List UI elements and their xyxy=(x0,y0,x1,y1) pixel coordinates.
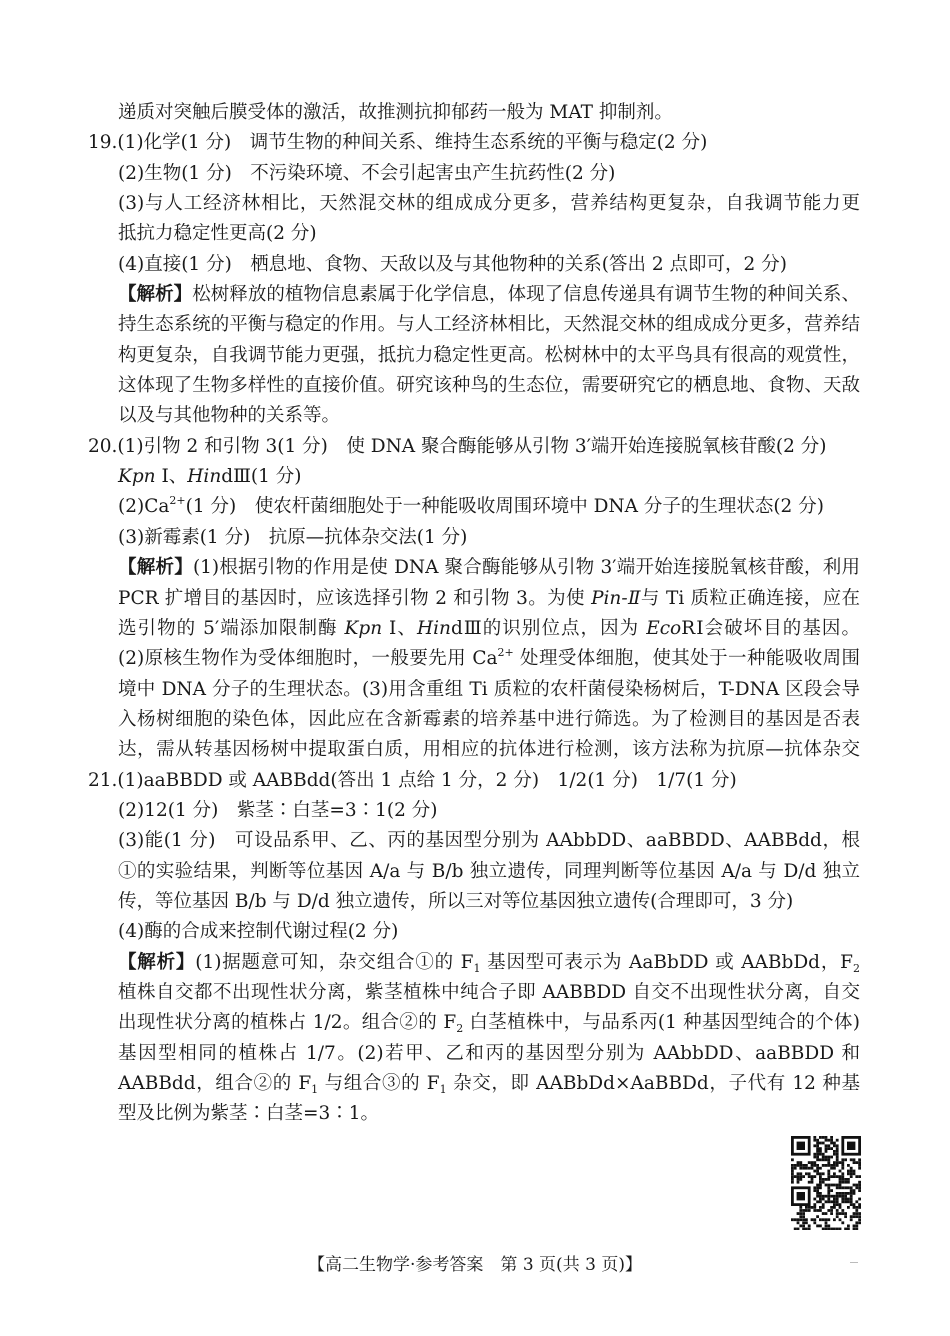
text-segment: PCR 扩增目的基因时，应该选择引物 2 和引物 3。为使 xyxy=(118,587,592,609)
text-segment: Kpn xyxy=(344,617,383,639)
text-segment: 1 xyxy=(439,1083,447,1096)
text-segment: 白茎植株中，与品系丙(1 种基因型纯合的个体) xyxy=(463,1012,860,1034)
text-segment: Hin xyxy=(416,617,451,639)
text-segment: 基因型可表示为 AaBbDD 或 AABbDd，F xyxy=(480,951,853,973)
text-line xyxy=(0,280,860,310)
text-segment: 抵抗力稳定性更高(2 分) xyxy=(118,223,317,245)
text-segment: Ⅰ、 xyxy=(382,617,417,639)
text-segment: 构更复杂，自我调节能力更强，抵抗力稳定性更高。松树林中的太平鸟具有很高的观赏性， xyxy=(118,344,860,366)
text-segment: 与组合③的 F xyxy=(318,1073,440,1094)
text-segment: AABBdd，组合②的 F xyxy=(118,1073,312,1094)
text-segment: dⅢ(1 分) xyxy=(221,466,302,488)
text-segment: 境中 DNA 分子的生理状态。(3)用含重组 Ti 质粒的农杆菌侵染杨树后，T-DNA 区段会导 xyxy=(118,678,860,700)
text-segment: (4)直接(1 分) 栖息地、食物、天敌以及与其他物种的关系(答出 2 点即可，2 分) xyxy=(118,253,787,275)
text-line xyxy=(0,1069,860,1099)
text-segment: 2+ xyxy=(169,494,186,508)
text-segment: (2)12(1 分) 紫茎∶白茎=3∶1(2 分) xyxy=(118,799,438,821)
text-line xyxy=(0,401,860,431)
text-line xyxy=(0,250,860,280)
text-line xyxy=(0,826,860,856)
text-line xyxy=(0,219,860,249)
text-segment: 1 xyxy=(311,1083,319,1096)
text-segment: 2 xyxy=(456,1022,464,1036)
text-line xyxy=(0,614,860,644)
text-line xyxy=(0,1008,860,1038)
text-segment: 基因型相同的植株占 1/7。(2)若甲、乙和丙的基因型分别为 AAbbDD、aaBBDD 和 xyxy=(118,1042,860,1064)
text-line xyxy=(0,1039,860,1069)
text-segment: 杂交，即 AABbDd×AaBBDd，子代有 12 种基 xyxy=(453,1073,860,1094)
text-line xyxy=(0,462,860,492)
text-line xyxy=(0,796,860,826)
text-segment: 处理受体细胞，使其处于一种能吸收周围 xyxy=(520,648,860,670)
text-line xyxy=(0,978,860,1008)
text-segment: 选引物的 5′端添加限制酶 xyxy=(118,617,345,639)
text-segment: (2)原核生物作为受体细胞时，一般要先用 Ca xyxy=(118,648,498,670)
text-segment: (4)酶的合成来控制代谢过程(2 分) xyxy=(118,921,399,943)
text-segment: dⅢ的识别位点，因为 xyxy=(450,617,647,639)
text-segment: 型及比例为紫茎∶白茎=3∶1。 xyxy=(118,1103,380,1125)
text-segment: Pin-Ⅱ xyxy=(591,587,641,609)
text-line xyxy=(0,492,860,522)
text-segment: (1)根据引物的作用是使 DNA 聚合酶能够从引物 3′端开始连接脱氧核苷酸，利用 xyxy=(192,557,860,579)
text-segment: 以及与其他物种的关系等。 xyxy=(118,405,341,427)
text-segment: 20.(1)引物 2 和引物 3(1 分) 使 DNA 聚合酶能够从引物 3′端开始连接脱氧核苷酸(2 分) xyxy=(88,435,827,457)
text-segment: (2)生物(1 分) 不污染环境、不会引起害虫产生抗药性(2 分) xyxy=(118,162,616,184)
text-segment: 19.(1)化学(1 分) 调节生物的种间关系、维持生态系统的平衡与稳定(2 分) xyxy=(88,132,708,154)
text-segment: Ⅰ、 xyxy=(155,466,188,488)
decorative-mark xyxy=(850,1262,858,1263)
text-segment: Kpn xyxy=(118,466,156,488)
text-line xyxy=(0,98,860,128)
text-segment: Eco xyxy=(646,617,682,639)
text-line xyxy=(0,432,860,462)
text-segment: 持生态系统的平衡与稳定的作用。与人工经济林相比，天然混交林的组成成分更多，营养结 xyxy=(118,314,860,336)
text-segment: (1)据题意可知，杂交组合①的 F xyxy=(195,951,474,973)
page-footer: 【高二生物学·参考答案 第 3 页(共 3 页)】 xyxy=(308,1255,642,1275)
text-segment: RⅠ会破坏目的基因。 xyxy=(681,617,860,639)
text-segment: (3)新霉素(1 分) 抗原—抗体杂交法(1 分) xyxy=(118,526,468,548)
text-line xyxy=(0,766,860,796)
text-segment: Hin xyxy=(187,466,222,488)
text-line xyxy=(0,553,860,583)
section-label: 【解析】 xyxy=(118,557,193,579)
text-segment: 入杨树细胞的染色体，因此应在含新霉素的培养基中进行筛选。为了检测目的基因是否表 xyxy=(118,708,860,730)
text-line xyxy=(0,341,860,371)
text-line xyxy=(0,1099,860,1129)
text-line xyxy=(0,371,860,401)
text-line xyxy=(0,159,860,189)
text-segment: 这体现了生物多样性的直接价值。研究该种鸟的生态位，需要研究它的栖息地、食物、天敌 xyxy=(118,375,860,397)
text-line xyxy=(0,857,860,887)
text-line xyxy=(0,128,860,158)
text-segment: 出现性状分离的植株占 1/2。组合②的 F xyxy=(118,1012,457,1034)
text-segment: (2)Ca xyxy=(118,496,170,518)
text-segment: 与 Ti 质粒正确连接，应在 xyxy=(640,587,860,609)
text-line xyxy=(0,310,860,340)
text-segment: (1 分) 使农杆菌细胞处于一种能吸收周围环境中 DNA 分子的生理状态(2 分) xyxy=(185,496,824,518)
text-segment: 达，需从转基因杨树中提取蛋白质，用相应的抗体进行检测，该方法称为抗原—抗体杂交 xyxy=(118,739,860,761)
text-segment: 递质对突触后膜受体的激活，故推测抗抑郁药一般为 MAT 抑制剂。 xyxy=(118,102,673,123)
text-segment: 植株自交都不出现性状分离，紫茎植株中纯合子即 AABBDD 自交不出现性状分离，自交 xyxy=(118,981,860,1003)
text-line xyxy=(0,675,860,705)
text-line xyxy=(0,917,860,947)
text-segment: (3)与人工经济林相比，天然混交林的组成成分更多，营养结构更复杂，自我调节能力更 xyxy=(118,193,860,215)
text-line xyxy=(0,644,860,674)
section-label: 【解析】 xyxy=(118,951,196,973)
text-line xyxy=(0,584,860,614)
text-line xyxy=(0,735,860,765)
text-segment: 1 xyxy=(473,961,481,975)
qr-code-icon xyxy=(791,1136,861,1230)
text-line xyxy=(0,887,860,917)
text-segment: (3)能(1 分) 可设品系甲、乙、丙的基因型分别为 AAbbDD、aaBBDD、AABBdd，根 xyxy=(118,830,860,852)
text-segment: 21.(1)aaBBDD 或 AABBdd(答出 1 点给 1 分，2 分) 1/2(1 分) 1/7(1 分) xyxy=(88,769,737,791)
section-label: 【解析】 xyxy=(118,284,193,306)
text-segment: 2+ xyxy=(497,646,514,660)
text-segment: 松树释放的植物信息素属于化学信息，体现了信息传递具有调节生物的种间关系、 xyxy=(192,284,860,306)
text-segment: 2 xyxy=(852,961,860,975)
text-segment: 传，等位基因 B/b 与 D/d 独立遗传，所以三对等位基因独立遗传(合理即可，3 分) xyxy=(118,890,794,912)
text-line xyxy=(0,948,860,978)
text-line xyxy=(0,523,860,553)
text-segment: ①的实验结果，判断等位基因 A/a 与 B/b 独立遗传，同理判断等位基因 A/a 与 D/d 独立 xyxy=(118,860,860,882)
answer-document xyxy=(0,98,950,1130)
text-line xyxy=(0,189,860,219)
text-line xyxy=(0,705,860,735)
